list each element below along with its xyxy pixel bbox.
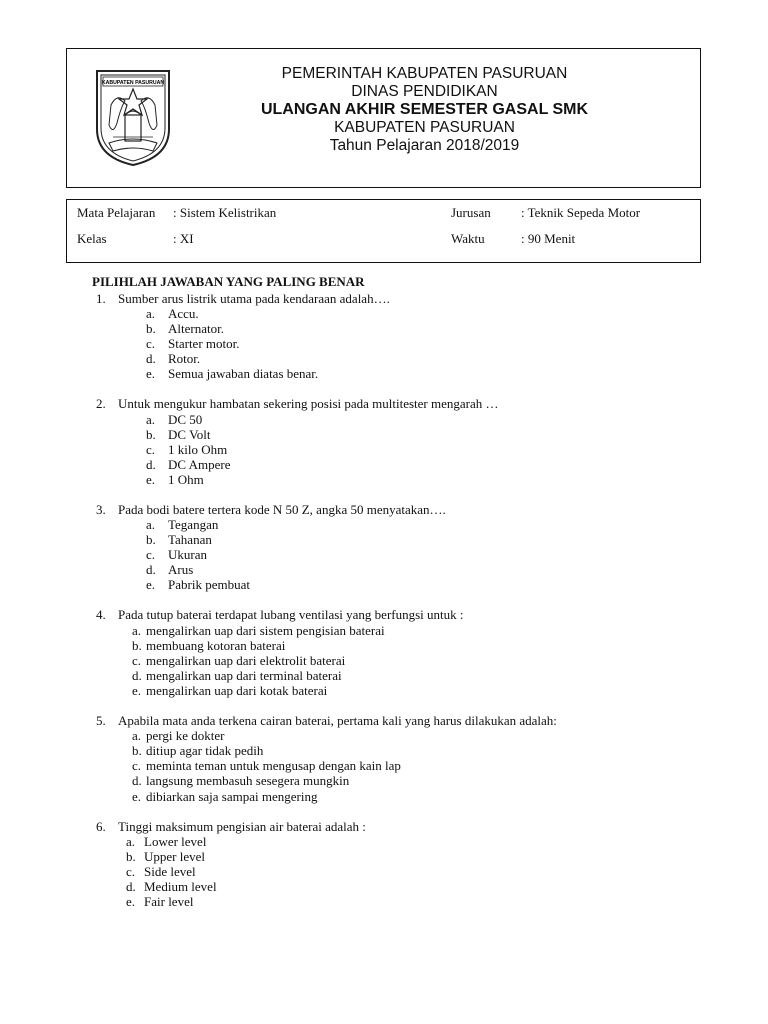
- section-title: PILIHLAH JAWABAN YANG PALING BENAR: [92, 274, 365, 289]
- major-label: Jurusan: [451, 205, 491, 220]
- question-6: 6. Tinggi maksimum pengisian air baterai adalah :: [96, 819, 366, 834]
- question-3-option-c[interactable]: c. Ukuran: [146, 547, 207, 562]
- question-3-option-d[interactable]: d. Arus: [146, 562, 194, 577]
- header-exam-title: ULANGAN AKHIR SEMESTER GASAL SMK: [260, 101, 589, 118]
- question-1-option-e[interactable]: e. Semua jawaban diatas benar.: [146, 366, 319, 381]
- question-5-option-a[interactable]: a. pergi ke dokter: [132, 728, 225, 743]
- question-2-option-e[interactable]: e. 1 Ohm: [146, 472, 204, 487]
- question-4-option-e[interactable]: e. mengalirkan uap dari kotak baterai: [132, 683, 328, 698]
- header-department: DINAS PENDIDIKAN: [351, 83, 498, 100]
- exam-info-box: [66, 199, 701, 263]
- question-1-option-a[interactable]: a. Accu.: [146, 306, 199, 321]
- question-6-option-e[interactable]: e. Fair level: [126, 894, 194, 909]
- question-4-option-b[interactable]: b. membuang kotoran baterai: [132, 638, 286, 653]
- subject-label: Mata Pelajaran: [77, 205, 156, 220]
- question-4-option-c[interactable]: c. mengalirkan uap dari elektrolit baterai: [132, 653, 346, 668]
- svg-text:KABUPATEN PASURUAN: KABUPATEN PASURUAN: [101, 80, 165, 86]
- question-1: 1. Sumber arus listrik utama pada kendaraan adalah….: [96, 291, 390, 306]
- subject-value: : Sistem Kelistrikan: [173, 205, 277, 220]
- class-value: : XI: [173, 231, 194, 246]
- question-5-option-e[interactable]: e. dibiarkan saja sampai mengering: [132, 789, 318, 804]
- question-3-option-e[interactable]: e. Pabrik pembuat: [146, 577, 250, 592]
- question-6-option-d[interactable]: d. Medium level: [126, 879, 217, 894]
- document-header: [66, 48, 701, 188]
- class-label: Kelas: [77, 231, 107, 246]
- question-6-option-a[interactable]: a. Lower level: [126, 834, 207, 849]
- question-1-option-d[interactable]: d. Rotor.: [146, 351, 201, 366]
- question-5-option-c[interactable]: c. meminta teman untuk mengusap dengan kain lap: [132, 758, 401, 773]
- question-1-option-c[interactable]: c. Starter motor.: [146, 336, 240, 351]
- question-3-option-a[interactable]: a. Tegangan: [146, 517, 219, 532]
- question-4-option-d[interactable]: d. mengalirkan uap dari terminal baterai: [132, 668, 342, 683]
- question-2-option-d[interactable]: d. DC Ampere: [146, 457, 231, 472]
- question-6-option-b[interactable]: b. Upper level: [126, 849, 206, 864]
- question-3: 3. Pada bodi batere tertera kode N 50 Z, angka 50 menyatakan….: [96, 502, 446, 517]
- question-2: 2. Untuk mengukur hambatan sekering posisi pada multitester mengarah …: [96, 396, 499, 411]
- question-2-option-a[interactable]: a. DC 50: [146, 412, 203, 427]
- time-value: : 90 Menit: [521, 231, 576, 246]
- question-6-option-c[interactable]: c. Side level: [126, 864, 196, 879]
- question-3-option-b[interactable]: b. Tahanan: [146, 532, 212, 547]
- question-1-option-b[interactable]: b. Alternator.: [146, 321, 224, 336]
- header-regency: KABUPATEN PASURUAN: [334, 119, 515, 136]
- major-value: : Teknik Sepeda Motor: [521, 205, 641, 220]
- info-row-class: [67, 231, 700, 249]
- question-5-option-d[interactable]: d. langsung membasuh sesegera mungkin: [132, 773, 350, 788]
- time-label: Waktu: [451, 231, 485, 246]
- question-4: 4. Pada tutup baterai terdapat lubang ventilasi yang berfungsi untuk :: [96, 607, 464, 622]
- header-government: PEMERINTAH KABUPATEN PASURUAN: [281, 65, 568, 82]
- question-5-option-b[interactable]: b. ditiup agar tidak pedih: [132, 743, 264, 758]
- header-text: [67, 65, 700, 155]
- header-school-year: Tahun Pelajaran 2018/2019: [329, 137, 520, 154]
- question-4-option-a[interactable]: a. mengalirkan uap dari sistem pengisian baterai: [132, 623, 385, 638]
- question-2-option-b[interactable]: b. DC Volt: [146, 427, 211, 442]
- question-2-option-c[interactable]: c. 1 kilo Ohm: [146, 442, 228, 457]
- question-5: 5. Apabila mata anda terkena cairan baterai, pertama kali yang harus dilakukan adalah:: [96, 713, 557, 728]
- info-row-subject: [67, 205, 700, 223]
